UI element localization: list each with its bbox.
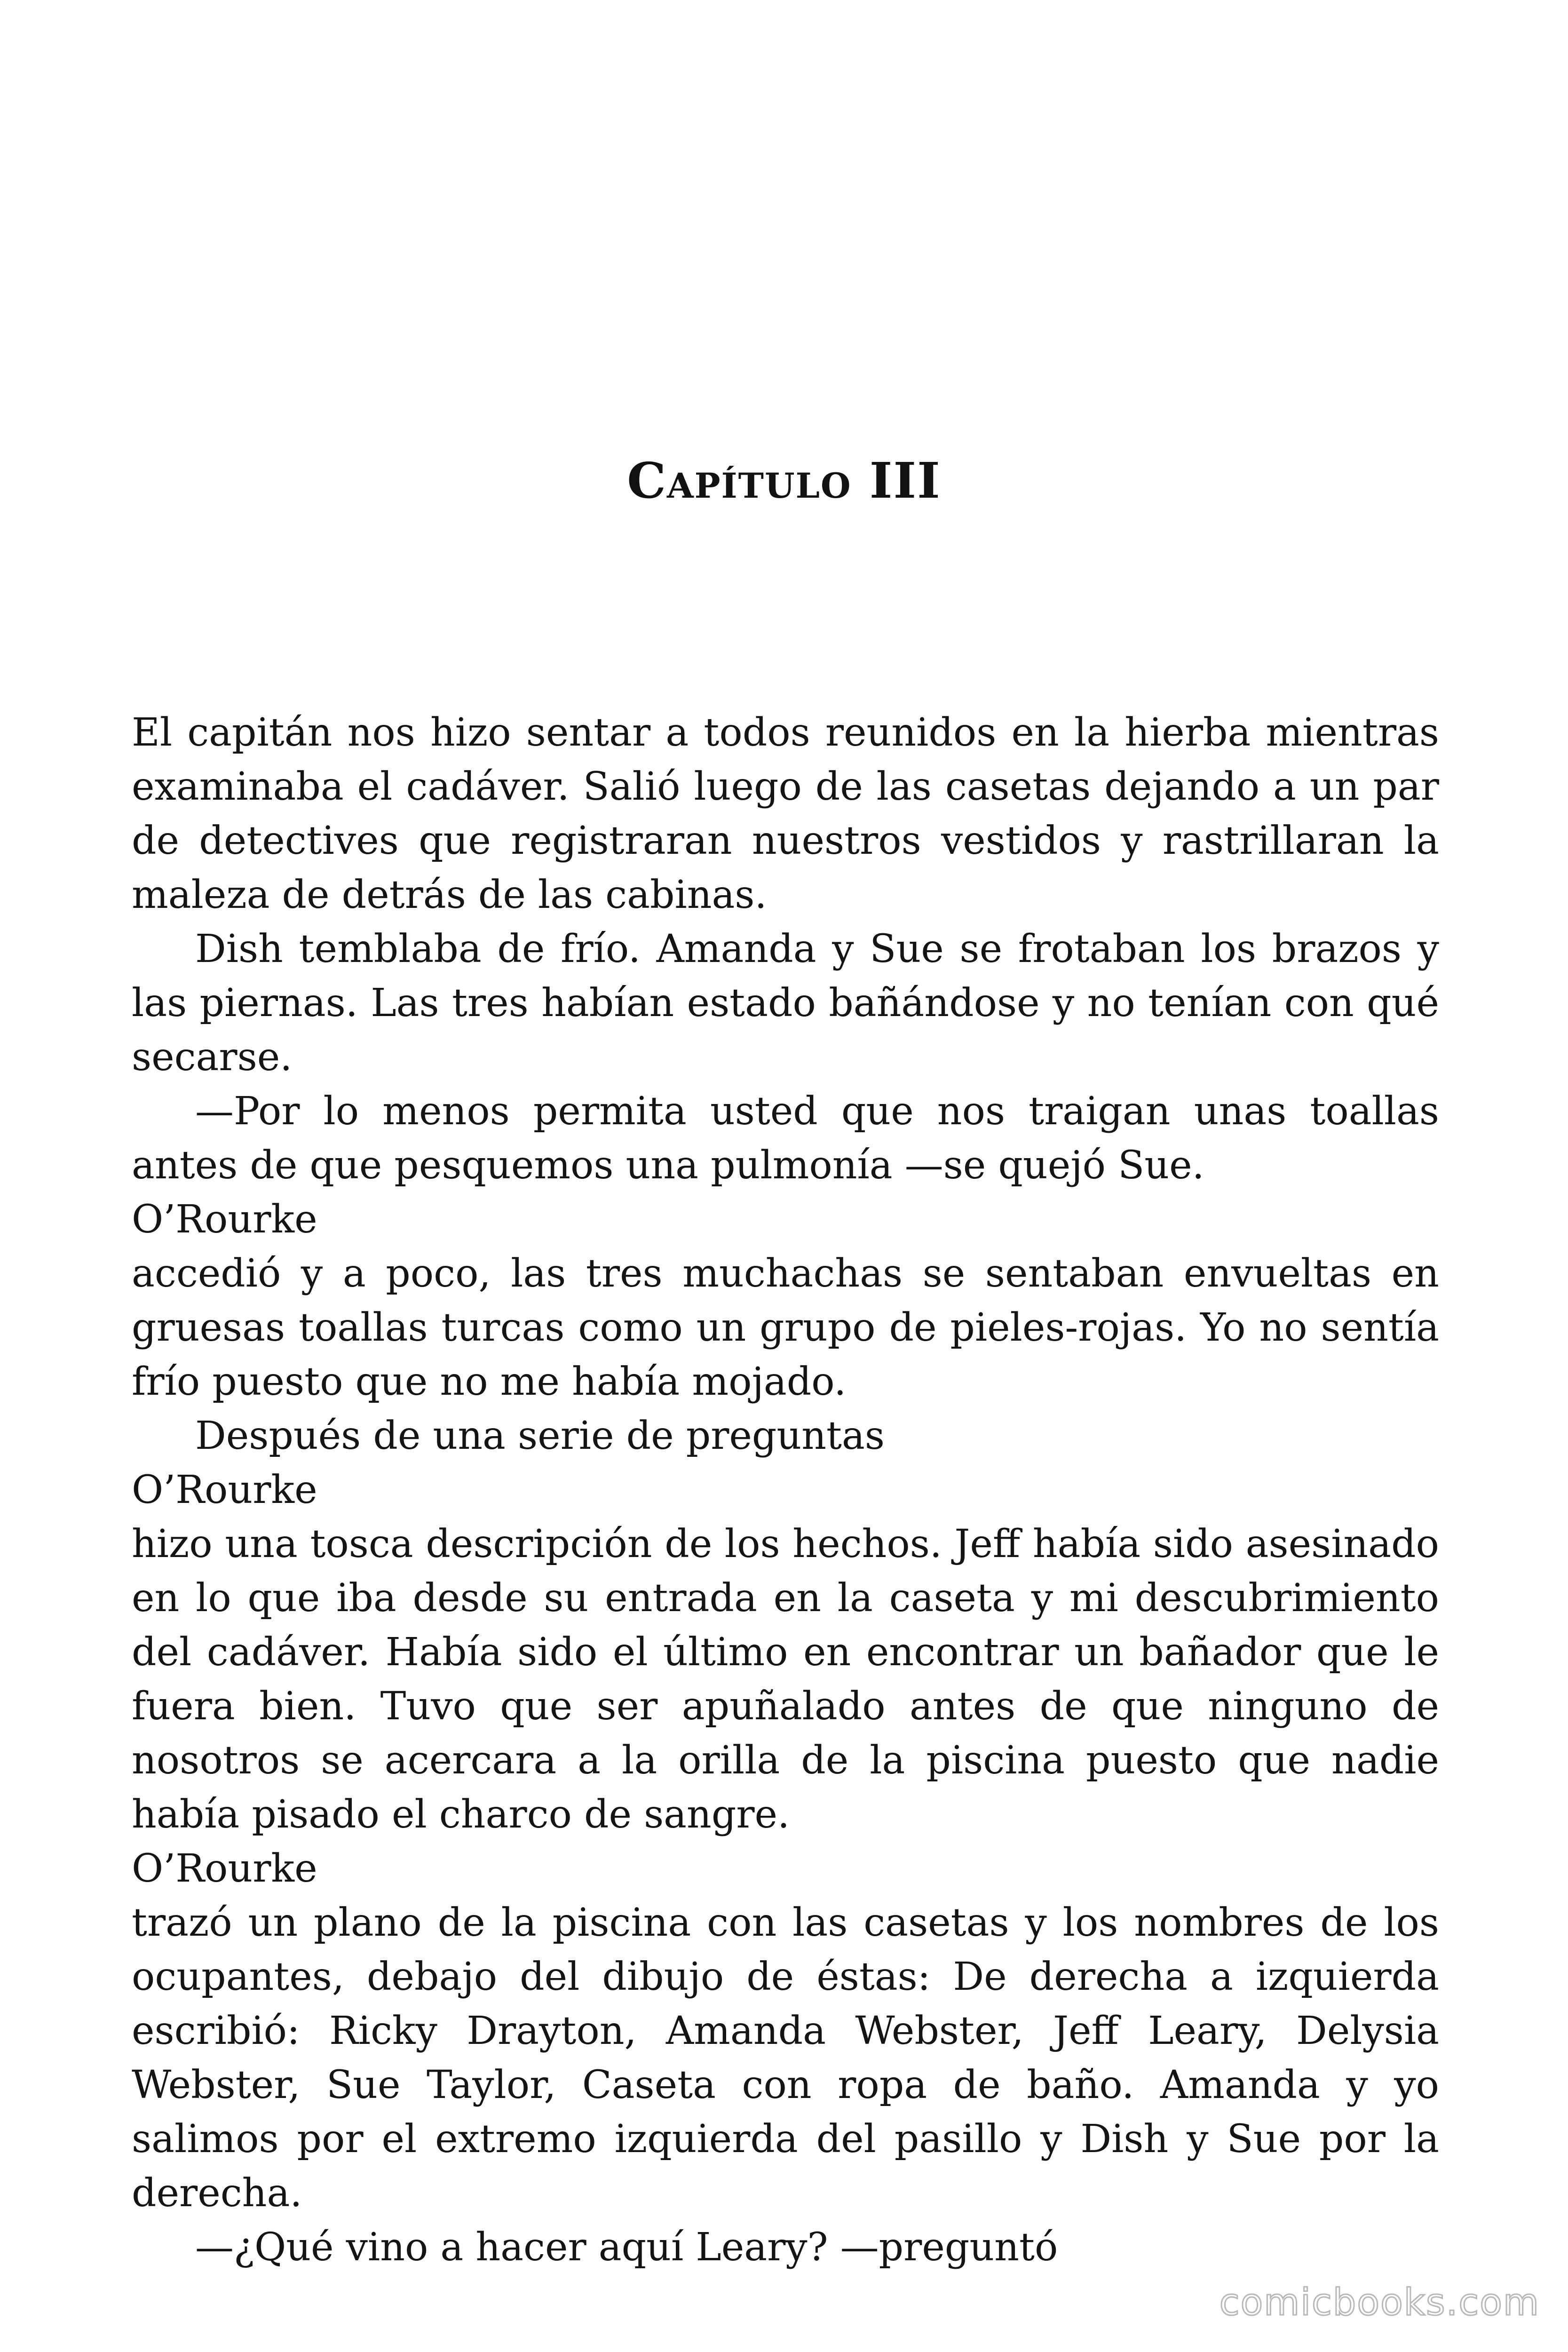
chapter-title: Capítulo III [627,452,941,509]
paragraph: Dish temblaba de frío. Amanda y Sue se frotaban los brazos y las piernas. Las tres habían estado bañándose y no tenían con qué secarse. [132,927,1439,1080]
watermark: comicbooks.com [1219,2281,1540,2324]
paragraph: hizo una tosca descripción de los hechos. Jeff había sido asesinado en lo que iba desde su entrada en la caseta y mi descubrimiento del cadáver. Había sido el último en encontrar un bañador que le fuera bien. Tuvo que ser apuñalado antes de que ninguno de nosotros se acercara a la orilla de la piscina puesto que nadie había pisado el charco de sangre. [132,1522,1439,1837]
paragraph: O’Rourke [132,1846,317,1891]
paragraph: —¿Qué vino a hacer aquí Leary? —preguntó [195,2225,1058,2270]
body-text [132,706,1439,2274]
paragraph: accedió y a poco, las tres muchachas se sentaban envueltas en gruesas toallas turcas como un grupo de pieles-rojas. Yo no sentía frío puesto que no me había mojado. [132,1251,1439,1404]
paragraph: —Por lo menos permita usted que nos traigan unas toallas antes de que pesquemos una pulmonía —se quejó Sue. [132,1089,1439,1188]
paragraph: trazó un plano de la piscina con las casetas y los nombres de los ocupantes, debajo del dibujo de éstas: De derecha a izquierda escribió: Ricky Drayton, Amanda Webster, Jeff Leary, Delysia Webster, Sue Taylor, Caseta con ropa de baño. Amanda y yo salimos por el extremo izquierda del pasillo y Dish y Sue por la derecha. [132,1900,1439,2216]
paragraph: El capitán nos hizo sentar a todos reunidos en la hierba mientras examinaba el cadáver. Salió luego de las casetas dejando a un par de detectives que registraran nuestros vestidos y rastrillaran la maleza de detrás de las cabinas. [132,710,1439,917]
paragraph: O’Rourke [132,1197,317,1242]
paragraph: O’Rourke [132,1468,317,1512]
paragraph: Después de una serie de preguntas [195,1414,885,1458]
